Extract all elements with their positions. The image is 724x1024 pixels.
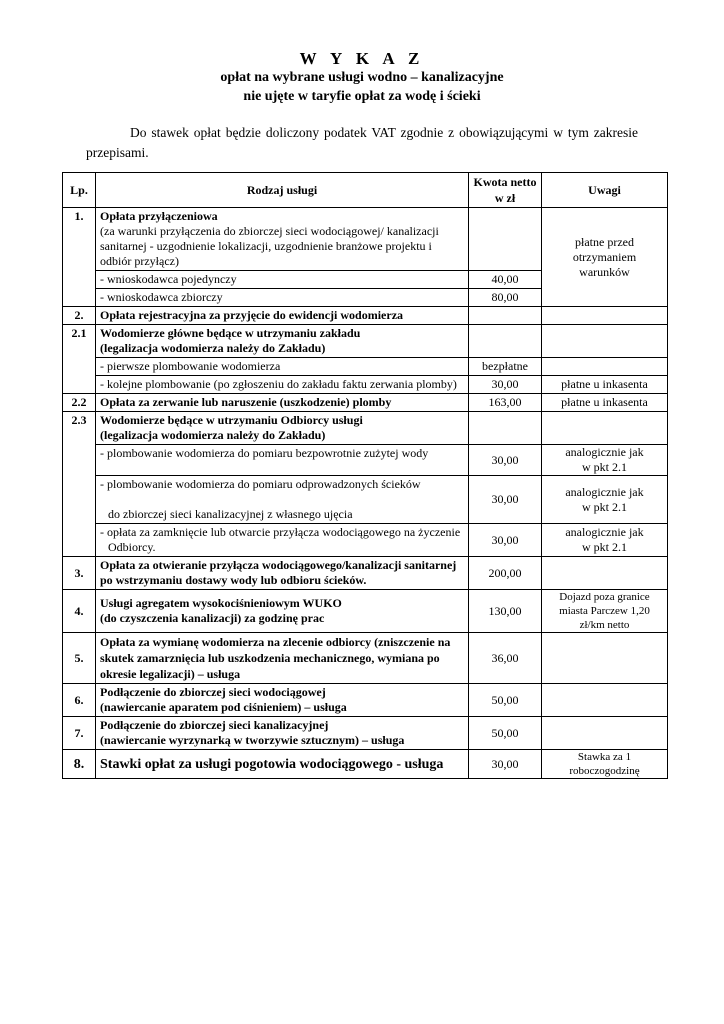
table-row [63,358,668,376]
row-2-lp: 2. [63,307,96,325]
row-4-title: Usługi agregatem wysokociśnieniowym WUKO [100,596,342,610]
row-1-sub-1: - wnioskodawca pojedynczy [96,271,469,289]
row-2-1-title-2: (legalizacja wodomierza należy do Zakładu) [100,341,326,355]
row-2-3-lp: 2.3 [63,412,96,557]
col-header-remarks: Uwagi [542,173,668,208]
table-row [63,307,668,325]
row-2-3-title: Wodomierze będące w utrzymaniu Odbiorcy usługi [100,413,363,427]
row-2-1-sub-2-amount: 30,00 [469,376,542,394]
row-4-service [96,590,469,633]
row-1-sub-2-amount: 80,00 [469,289,542,307]
row-2-2-amount: 163,00 [469,394,542,412]
row-2-1-title: Wodomierze główne będące w utrzymaniu zakładu [100,326,361,340]
row-1-lp: 1. [63,208,96,307]
row-1-sub-1-amount: 40,00 [469,271,542,289]
row-2-3-sub-3-remark: analogicznie jak w pkt 2.1 [542,524,668,557]
row-1-remark: płatne przed otrzymaniem warunków [542,208,668,307]
row-2-remark-empty [542,307,668,325]
row-1-title: Opłata przyłączeniowa [100,209,218,223]
row-3-remark-empty [542,557,668,590]
row-8-title: Stawki opłat za usługi pogotowia wodociągowego - usługa [96,750,469,779]
row-2-3-amount-empty [469,412,542,445]
row-2-title: Opłata rejestracyjna za przyjęcie do ewidencji wodomierza [96,307,469,325]
document-title: W Y K A Z [299,49,425,68]
row-2-1-remark-empty [542,325,668,358]
row-6-title-2: (nawiercanie aparatem pod ciśnieniem) – usługa [100,700,347,714]
row-6-remark-empty [542,684,668,717]
col-header-amount: Kwota netto w zł [469,173,542,208]
row-2-3-sub-1-remark: analogicznie jak w pkt 2.1 [542,445,668,476]
row-2-1-sub-1-amount: bezpłatne [469,358,542,376]
table-row [63,208,668,271]
table-row [63,717,668,750]
row-2-1-service [96,325,469,358]
table-row [63,476,668,524]
document-subtitle-line-2: nie ujęte w taryfie opłat za wodę i ścieki [243,89,481,104]
row-2-3-sub-2-amount: 30,00 [469,476,542,524]
row-2-1-lp: 2.1 [63,325,96,394]
table-row [63,445,668,476]
row-2-3-sub-2-remark: analogicznie jak w pkt 2.1 [542,476,668,524]
row-2-3-sub-2 [96,476,469,524]
row-5-amount: 36,00 [469,633,542,684]
row-7-title-2: (nawiercanie wyrzynarką w tworzywie sztucznym) – usługa [100,733,405,747]
row-2-1-sub-2-remark: płatne u inkasenta [542,376,668,394]
row-2-3-service [96,412,469,445]
row-2-2-lp: 2.2 [63,394,96,412]
table-row [63,325,668,358]
row-4-title-2: (do czyszczenia kanalizacji) za godzinę prac [100,611,325,625]
row-2-3-sub-2-line-2: do zbiorczej sieci kanalizacyjnej z własnego ujęcia [108,507,353,521]
col-header-service: Rodzaj usługi [96,173,469,208]
row-2-3-remark-empty [542,412,668,445]
row-2-3-sub-3: - opłata za zamknięcie lub otwarcie przyłącza wodociągowego na życzenie Odbiorcy. [96,524,469,557]
row-2-3-title-2: (legalizacja wodomierza należy do Zakładu) [100,428,326,442]
table-row [63,590,668,633]
table-row [63,557,668,590]
row-2-3-sub-1-amount: 30,00 [469,445,542,476]
vat-note: Do stawek opłat będzie doliczony podatek VAT zgodnie z obowiązującymi w tym zakresie przepisami. [86,125,638,160]
row-8-amount: 30,00 [469,750,542,779]
row-1-sub-2: - wnioskodawca zbiorczy [96,289,469,307]
row-2-2-remark: płatne u inkasenta [542,394,668,412]
table-row [63,633,668,684]
row-4-amount: 130,00 [469,590,542,633]
document-subtitle-line-1: opłat na wybrane usługi wodno – kanalizacyjne [220,70,504,85]
row-3-lp: 3. [63,557,96,590]
row-5-remark-empty [542,633,668,684]
row-2-1-sub-2: - kolejne plombowanie (po zgłoszeniu do zakładu faktu zerwania plomby) [96,376,469,394]
table-row [63,750,668,779]
row-3-amount: 200,00 [469,557,542,590]
row-2-1-sub-1-remark-empty [542,358,668,376]
row-5-title: Opłata za wymianę wodomierza na zlecenie odbiorcy (zniszczenie na skutek zamarznięcia lub uszkodzenia mechanicznego, wymiana po okresie legalizacji) – usługa [96,633,469,684]
table-row [63,394,668,412]
row-7-amount: 50,00 [469,717,542,750]
row-1-desc: (za warunki przyłączenia do zbiorczej sieci wodociągowej/ kanalizacji sanitarnej - uzgodnienie lokalizacji, uzgodnienie branżowe projektu i odbiór przyłącz) [100,224,439,268]
fee-table [62,172,668,779]
row-4-remark: Dojazd poza granice miasta Parczew 1,20 zł/km netto [542,590,668,633]
row-6-title: Podłączenie do zbiorczej sieci wodociągowej [100,685,326,699]
table-row [63,684,668,717]
row-1-amount-empty [469,208,542,271]
row-2-3-sub-1: - plombowanie wodomierza do pomiaru bezpowrotnie zużytej wody [96,445,469,476]
row-2-1-amount-empty [469,325,542,358]
table-row [63,412,668,445]
col-header-lp: Lp. [63,173,96,208]
row-6-amount: 50,00 [469,684,542,717]
row-8-remark: Stawka za 1 roboczogodzinę [542,750,668,779]
row-2-2-title: Opłata za zerwanie lub naruszenie (uszkodzenie) plomby [96,394,469,412]
row-4-lp: 4. [63,590,96,633]
row-5-lp: 5. [63,633,96,684]
row-7-lp: 7. [63,717,96,750]
row-6-lp: 6. [63,684,96,717]
table-row [63,524,668,557]
row-2-1-sub-1: - pierwsze plombowanie wodomierza [96,358,469,376]
row-2-3-sub-3-amount: 30,00 [469,524,542,557]
row-2-amount-empty [469,307,542,325]
row-1-service [96,208,469,271]
row-7-remark-empty [542,717,668,750]
row-2-3-sub-2-line-1: - plombowanie wodomierza do pomiaru odprowadzonych ścieków [100,477,421,491]
row-8-lp: 8. [63,750,96,779]
row-7-title: Podłączenie do zbiorczej sieci kanalizacyjnej [100,718,329,732]
table-header-row [63,173,668,208]
row-3-title: Opłata za otwieranie przyłącza wodociągowego/kanalizacji sanitarnej po wstrzymaniu dostawy wody lub odbioru ścieków. [96,557,469,590]
table-row [63,376,668,394]
row-6-service [96,684,469,717]
row-7-service [96,717,469,750]
